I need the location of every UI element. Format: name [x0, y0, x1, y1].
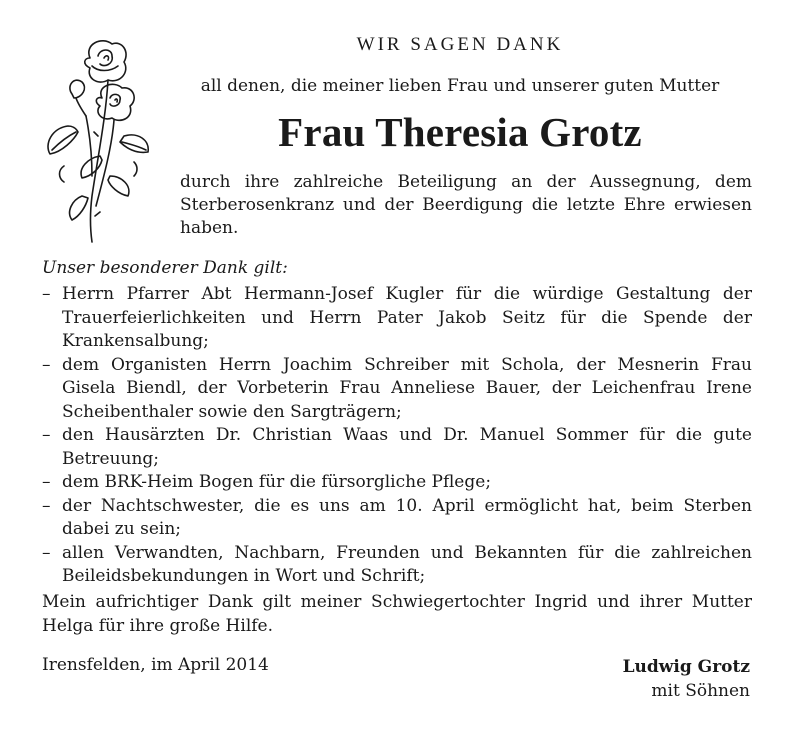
dash-marker: – [42, 495, 51, 516]
thanks-list [42, 283, 752, 589]
list-item [42, 495, 752, 542]
dash-marker: – [42, 284, 51, 304]
intro-text: all denen, die meiner lieben Frau und unserer guten Mutter [200, 76, 720, 96]
dash-marker: – [42, 425, 51, 445]
list-item [42, 424, 752, 471]
list-item [42, 471, 752, 495]
list-item-text: der Nachtschwester, die es uns am 10. April ermöglicht hat, beim Sterben dabei zu sein; [62, 495, 752, 539]
notice-title: WIR SAGEN DANK [356, 34, 564, 55]
rose-icon [38, 36, 156, 246]
list-item-text: dem Organisten Herrn Joachim Schreiber mit Schola, der Mesnerin Frau Gisela Biendl, der Vorbeterin Frau Anneliese Bauer, der Leichenfrau Irene Scheibenthaler sowie den Sargträgern; [62, 354, 752, 422]
list-item [42, 283, 752, 354]
list-item [42, 542, 752, 589]
list-item-text: allen Verwandten, Nachbarn, Freunden und Bekannten für die zahlreichen Beileidsbekundungen in Wort und Schrift; [62, 542, 752, 586]
list-item-text: Herrn Pfarrer Abt Hermann-Josef Kugler für die würdige Gestaltung der Trauerfeierlichkeiten und Herrn Pater Jakob Seitz für die Spende der Krankensalbung; [62, 284, 752, 351]
list-item [42, 354, 752, 425]
dash-marker: – [42, 472, 51, 492]
signer-suffix: mit Söhnen [651, 681, 750, 701]
list-item-text: dem BRK-Heim Bogen für die fürsorgliche Pflege; [62, 472, 492, 492]
deceased-name: Frau Theresia Grotz [278, 109, 642, 155]
signature-block [623, 655, 750, 703]
thanks-text: durch ihre zahlreiche Beteiligung an der Aussegnung, dem Sterberosenkranz und der Beerdigung die letzte Ehre erwiesen haben. [180, 172, 752, 238]
signer-name: Ludwig Grotz [622, 657, 750, 677]
dash-marker: – [42, 542, 51, 563]
special-thanks-heading: Unser besonderer Dank gilt: [42, 258, 288, 278]
list-item-text: den Hausärzten Dr. Christian Waas und Dr. Manuel Sommer für die gute Betreuung; [62, 425, 752, 469]
place-date: Irensfelden, im April 2014 [42, 655, 269, 675]
closing-text: Mein aufrichtiger Dank gilt meiner Schwiegertochter Ingrid und ihrer Mutter Helga für ihre große Hilfe. [42, 592, 752, 636]
dash-marker: – [42, 354, 51, 375]
